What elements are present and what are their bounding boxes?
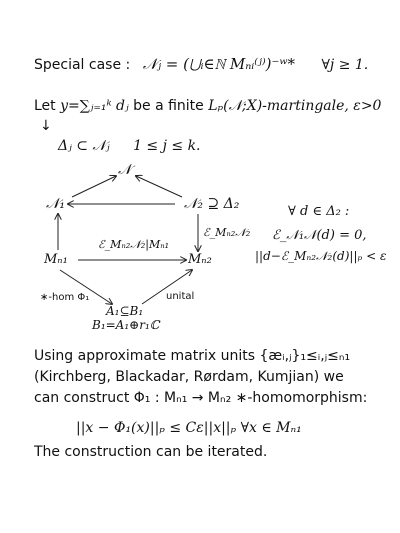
for-all-j: ∀j ≥ 1. <box>321 57 369 73</box>
hom-label: ∗-hom Φ₁ <box>40 292 90 303</box>
node-n1: 𝒩₁ <box>46 196 66 212</box>
unital-label: unital <box>166 291 195 302</box>
nj-definition: 𝒩ⱼ = (⋃ᵢ∈ℕ Mₙᵢ⁽ʲ⁾)⁻ʷ* <box>142 55 295 73</box>
lp-martingale: Lₚ(𝒩;X)-martingale, ε>0 <box>208 98 382 114</box>
b1-decomposition: B₁=A₁⊕r₁ℂ <box>92 318 160 332</box>
special-case-label: Special case : <box>34 57 131 73</box>
arrow-n1-to-n <box>72 176 116 197</box>
j-range: 1 ≤ j ≤ k. <box>133 138 201 154</box>
approx-line-2: (Kirchberg, Blackadar, Rørdam, Kumjian) we <box>34 369 344 385</box>
phi-estimate: ||x − Φ₁(x)||ₚ ≤ Cε||x||ₚ ∀x ∈ Mₙ₁ <box>76 420 302 436</box>
y-sum-formula: y=∑ⱼ₌₁ᵏ dⱼ <box>60 98 129 114</box>
arrow-n2-to-n <box>136 176 182 197</box>
be-finite-text: be a finite <box>133 98 204 114</box>
forall-d-delta2: ∀ d ∈ Δ₂ : <box>288 204 350 219</box>
node-mn2: Mₙ₂ <box>188 252 212 267</box>
node-n2-delta2: 𝒩₂ ⊇ Δ₂ <box>184 196 240 212</box>
approx-line-3: can construct Φ₁ : Mₙ₁ → Mₙ₂ ∗-homomorphism: <box>34 390 368 406</box>
conclusion-line: The construction can be iterated. <box>34 444 268 460</box>
let-word: Let <box>34 98 56 114</box>
approx-line-1: Using approximate matrix units {æᵢ,ⱼ}₁≤ᵢ,ⱼ≤ₙ₁ <box>34 348 351 364</box>
cond-exp-middle: ℰ_Mₙ₂𝒩₂|Mₙ₁ <box>98 238 170 251</box>
down-arrow: ↓ <box>40 118 52 134</box>
norm-estimate-right: ||d−ℰ_Mₙ₂𝒩₂(d)||ₚ < ε <box>255 249 387 263</box>
delta-subset: Δⱼ ⊂ 𝒩ⱼ <box>58 138 110 154</box>
conditional-expectation-zero: ℰ_𝒩₁𝒩(d) = 0, <box>272 228 367 243</box>
node-mn1: Mₙ₁ <box>44 252 68 267</box>
a1-subset-b1: A₁⊆B₁ <box>106 304 144 318</box>
cond-exp-right: ℰ_Mₙ₂𝒩₂ <box>203 226 251 239</box>
node-n: 𝒩 <box>118 162 132 178</box>
